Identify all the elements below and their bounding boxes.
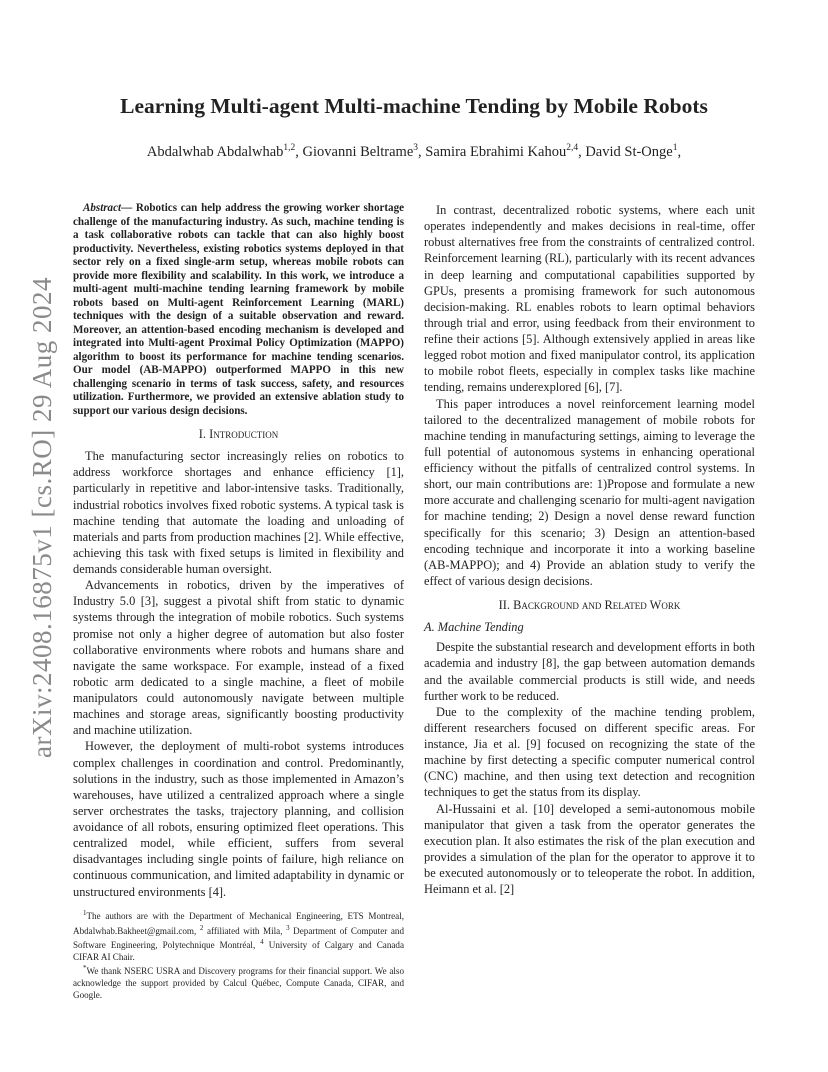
footnote-marker: * — [83, 964, 87, 973]
footnote-text: University of Calgary and Canada CIFAR AI Chair. — [73, 940, 404, 962]
arxiv-identifier-stamp — [18, 272, 66, 762]
author-affiliation-marker: 1 — [672, 143, 678, 153]
author-name: , David St-Onge — [578, 143, 673, 160]
author-list-trailing: , — [677, 143, 682, 160]
author-name: , Giovanni Beltrame — [295, 143, 414, 160]
section-heading-background: II. Background and Related Work — [498, 598, 681, 612]
footnote-marker: 4 — [260, 938, 264, 947]
left-column — [73, 202, 404, 900]
background-paragraph-2: Due to the complexity of the machine tending problem, different researchers focused on different specific areas. For instance, Jia et al. [9] focused on recognizing the state of the machine by first detecting a specific computer numerical control (CNC) machine, and then using text detection and recognition techniques to get the status from its display. — [424, 704, 755, 800]
abstract — [73, 202, 404, 418]
background-paragraph-3: Al-Hussaini et al. [10] developed a semi-autonomous mobile manipulator that given a task from the operator generates the execution plan. It also estimates the risk of the plan execution and provides a simulation of the plan for the operator to approve it to be executed autonomously or to teleoperate the robot. In addition, Heimann et al. [2] — [424, 801, 755, 897]
author-name: , Samira Ebrahimi Kahou — [418, 143, 567, 160]
footnote-acknowledgements — [73, 963, 404, 1001]
author-list — [60, 143, 768, 161]
footnote-marker: 3 — [286, 923, 290, 932]
footnote-marker: 1 — [83, 909, 87, 917]
author-affiliation-marker: 2,4 — [566, 143, 579, 153]
footnote-affiliations — [73, 908, 404, 963]
arxiv-identifier-text: arXiv:2408.16875v1 [cs.RO] 29 Aug 2024 — [26, 276, 57, 758]
footnote-text: The authors are with the Department of Mechanical Engineering, ETS Montreal, Abdalwhab.Bakheet@gmail.com, — [73, 911, 404, 936]
abstract-separator: — — [121, 202, 136, 214]
footnote-text: Department of Computer and Software Engineering, Polytechnique Montréal, — [73, 925, 404, 951]
footnotes — [73, 908, 404, 1001]
background-paragraph-1: Despite the substantial research and development efforts in both academia and industry [8], the gap between automation demands and the available commercial products is still wide, and needs further work to be reduced. — [424, 640, 755, 703]
section-heading-introduction: I. Introduction — [198, 427, 279, 441]
footnote-marker: 2 — [199, 923, 204, 932]
subsection-heading-machine-tending: A. Machine Tending — [424, 620, 524, 635]
intro-paragraph-2: Advancements in robotics, driven by the imperatives of Industry 5.0 [3], suggest a pivotal shift from static to dynamic systems through the integration of mobile robotics. Such systems promise not only a higher degree of automation but also foster collaborative environments where robots and humans share and navigate the same workspace. For example, instead of a fixed robotic arm dedicated to a single machine, a fleet of mobile manipulators could autonomously navigate between multiple machines and storage areas, significantly boosting productivity and machine utilization. — [73, 578, 404, 738]
abstract-text: Robotics can help address the growing worker shortage challenge of the manufacturing industry. As such, machine tending is a task collaborative robots can tackle that can also highly boost productivity. Nevertheless, existing robotics systems deployed in that sector rely on a fixed single-arm setup, whereas mobile robots can provide more flexibility and scalability. In this work, we introduce a multi-agent multi-machine tending learning framework by mobile robots based on Multi-agent Reinforcement Learning (MARL) techniques with the design of a suitable observation and reward. Moreover, an attention-based encoding mechanism is developed and integrated into Multi-agent Proximal Policy Optimization (MAPPO) algorithm to boost its performance for machine tending scenarios. Our model (AB-MAPPO) outperformed MAPPO in this new challenging scenario in terms of task success, safety, and resources utilization. Furthermore, we provided an extensive ablation study to support our various design decisions. — [73, 202, 405, 417]
abstract-label: Abstract — [83, 202, 122, 214]
right-column — [424, 202, 755, 897]
intro-paragraph-5: This paper introduces a novel reinforcement learning model tailored to the decentralized management of mobile robots for machine tending in manufacturing settings, aiming to leverage the full potential of autonomous systems in enhancing operational efficiency without the pitfalls of centralized control systems. In short, our main contributions are: 1)Propose and formulate a new more accurate and challenging scenario for multi-agent navigation for machine tending; 2) Design a novel dense reward function specifically for this scenario; 3) Design an attention-based encoding technique and incorporate it into a working baseline (AB-MAPPO); and 4) Provide an ablation study to verify the effect of various design decisions. — [424, 396, 755, 588]
paper-title: Learning Multi-agent Multi-machine Tending by Mobile Robots — [120, 94, 708, 118]
footnote-text: We thank NSERC USRA and Discovery programs for their financial support. We also acknowledge the support provided by Calcul Québec, Compute Canada, CIFAR, and Google. — [73, 966, 404, 1000]
author-affiliation-marker: 1,2 — [283, 143, 296, 153]
intro-paragraph-3: However, the deployment of multi-robot systems introduces complex challenges in coordination and control. Predominantly, solutions in the industry, such as those implemented in Amazon’s warehouses, have utilized a centralized approach where a single server orchestrates the tasks, trajectory planning, and collision avoidance of all robots, ensuring optimized fleet operations. This centralized model, while efficient, suffers from several disadvantages including single points of failure, high reliance on continuous communication, and limited adaptability in dynamic or unstructured environments [4]. — [73, 739, 404, 899]
intro-paragraph-4: In contrast, decentralized robotic systems, where each unit operates independently and makes decisions in real-time, offer robust alternatives free from the constraints of centralized control. Reinforcement learning (RL), particularly with its recent advances in deep learning and computational capabilities supported by GPUs, presents a promising framework for such autonomous decision-making. RL enables robots to learn optimal behaviors through trial and error, using feedback from their environment to refine their actions [5]. Although extensively applied in areas like legged robot motion and fixed manipulator control, its application to mobile robot fleets, especially in complex tasks like machine tending, remains underexplored [6], [7]. — [424, 203, 755, 395]
author-name: Abdalwhab Abdalwhab — [146, 143, 284, 160]
footnote-text: affiliated with Mila, — [203, 925, 287, 936]
intro-paragraph-1: The manufacturing sector increasingly relies on robotics to address workforce shortages and enhance efficiency [1], particularly in repetitive and labor-intensive tasks. Traditionally, industrial robotics involves fixed robotic systems. A typical task is machine tending that automate the loading and unloading of materials and parts from production machines [2]. While effective, achieving this task with fixed setups is limited in flexibility and demands considerable human oversight. — [73, 449, 404, 576]
author-affiliation-marker: 3 — [413, 143, 419, 153]
